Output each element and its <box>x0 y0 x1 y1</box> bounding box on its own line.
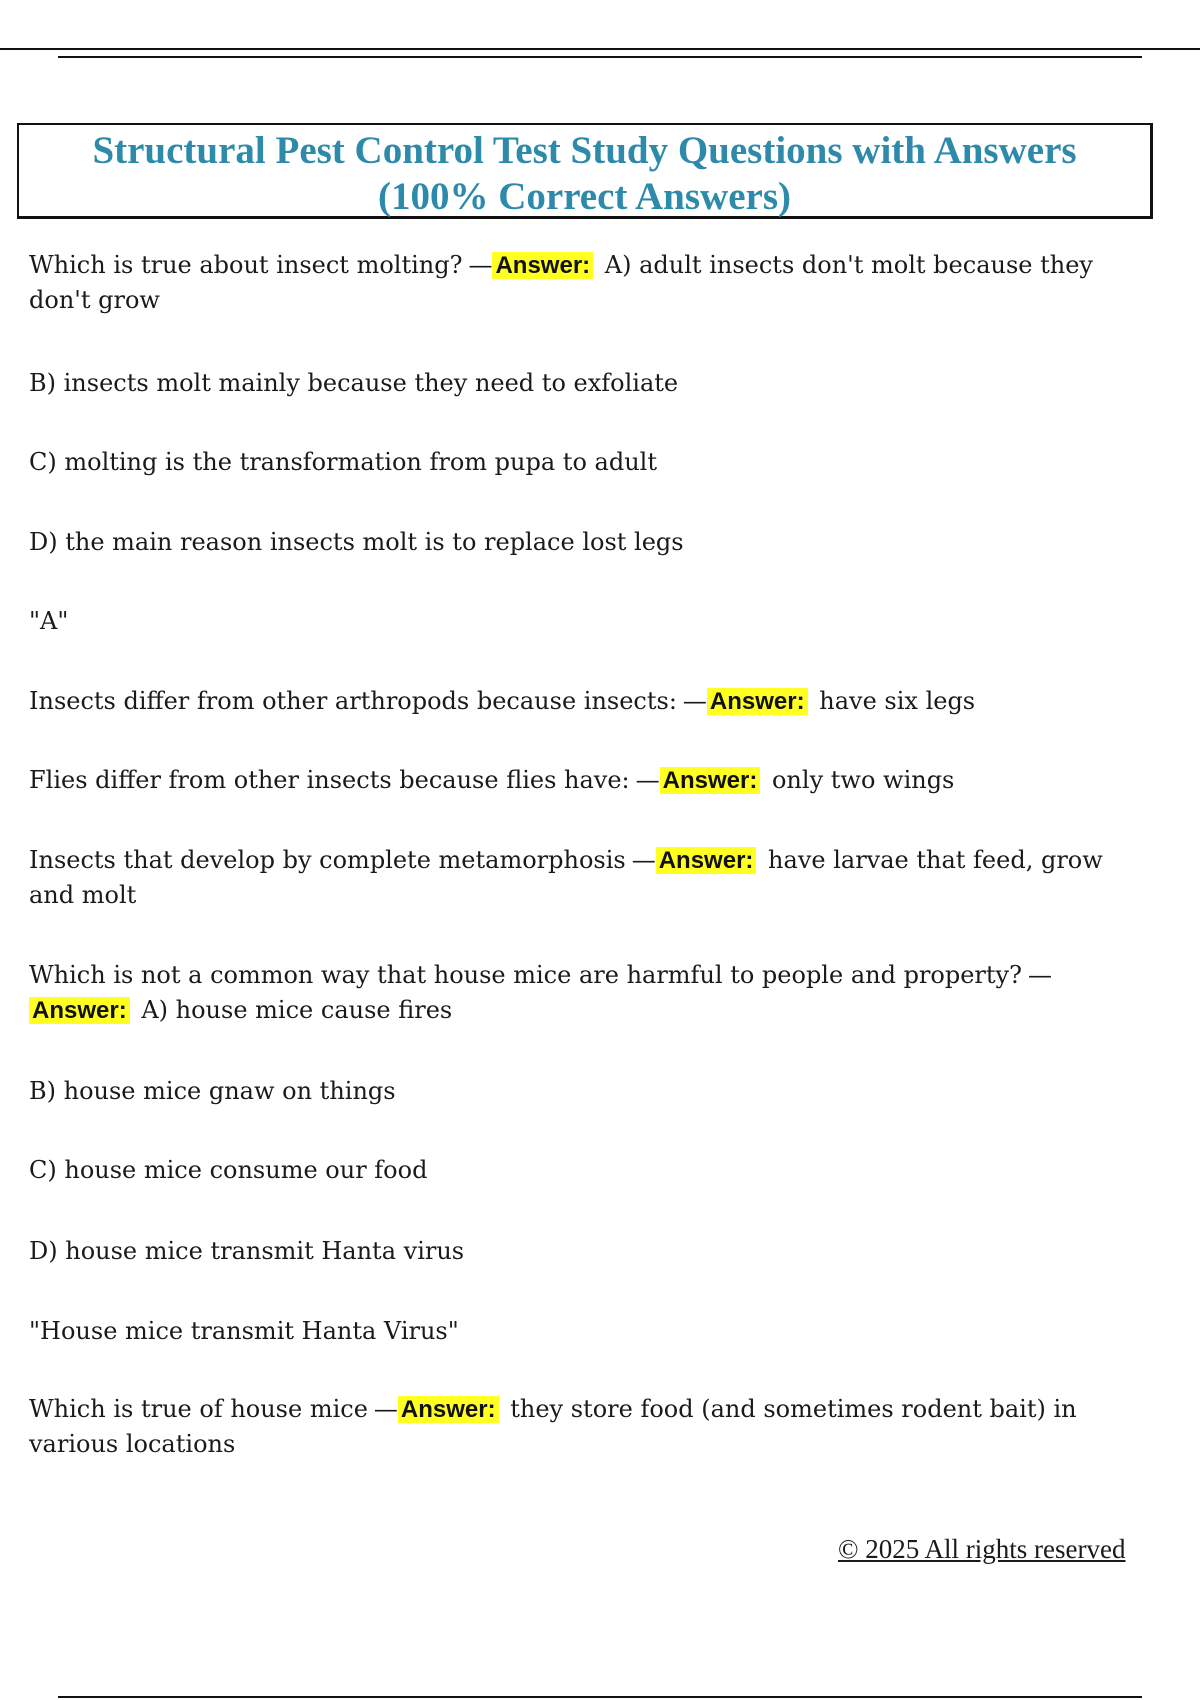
qa-item-house-mice-true <box>29 1392 1139 1462</box>
option-d: D) house mice transmit Hanta virus <box>29 1237 465 1265</box>
answer-text: only two wings <box>771 766 955 794</box>
question-text: Insects that develop by complete metamorphosis <box>29 846 626 874</box>
header-rule-outer <box>0 48 1200 50</box>
answer-text: have six legs <box>819 687 976 715</box>
option-b: B) house mice gnaw on things <box>29 1077 396 1105</box>
document-subtitle: (100% Correct Answers) <box>377 175 791 218</box>
answer-text: A) house mice cause fires <box>141 996 453 1024</box>
answer-label: Answer: <box>398 1396 499 1423</box>
correct-choice: "A" <box>29 607 69 635</box>
option-c: C) house mice consume our food <box>29 1156 428 1184</box>
answer-text: they store food (and sometimes rodent bait) in various locations <box>29 1395 1077 1458</box>
qa-item-arthropods <box>29 684 1139 719</box>
option-b: B) insects molt mainly because they need to exfoliate <box>29 369 679 397</box>
answer-label: Answer: <box>29 997 130 1024</box>
qa-item-flies <box>29 763 1139 798</box>
question-text: Flies differ from other insects because flies have: <box>29 766 630 794</box>
header-rule-inner <box>58 56 1142 58</box>
answer-label: Answer: <box>656 847 757 874</box>
answer-label: Answer: <box>492 252 593 279</box>
document-title-box <box>17 123 1153 219</box>
question-text: Which is true of house mice <box>29 1395 368 1423</box>
qa-item-metamorphosis <box>29 843 1139 913</box>
answer-label: Answer: <box>660 767 761 794</box>
correct-choice: "House mice transmit Hanta Virus" <box>29 1317 459 1345</box>
answer-dash: — <box>468 251 493 279</box>
question-text: Insects differ from other arthropods because insects: <box>29 687 677 715</box>
answer-dash: — <box>373 1395 398 1423</box>
question-text: Which is true about insect molting? <box>29 251 463 279</box>
answer-dash: — <box>682 687 707 715</box>
answer-text: A) adult insects don't molt because they don't grow <box>29 251 1093 314</box>
question-text: Which is not a common way that house mice are harmful to people and property? <box>29 961 1022 989</box>
qa-item-house-mice-harm <box>29 958 1139 1028</box>
document-title: Structural Pest Control Test Study Questions with Answers <box>92 129 1077 172</box>
answer-dash: — <box>1027 961 1052 989</box>
answer-dash: — <box>631 846 656 874</box>
answer-text: have larvae that feed, grow and molt <box>29 846 1103 909</box>
answer-dash: — <box>635 766 660 794</box>
option-d: D) the main reason insects molt is to replace lost legs <box>29 528 684 556</box>
answer-label: Answer: <box>707 688 808 715</box>
footer-rule <box>58 1696 1142 1698</box>
qa-item-molting <box>29 248 1139 318</box>
copyright-notice: © 2025 All rights reserved <box>838 1534 1126 1564</box>
option-c: C) molting is the transformation from pupa to adult <box>29 448 657 476</box>
